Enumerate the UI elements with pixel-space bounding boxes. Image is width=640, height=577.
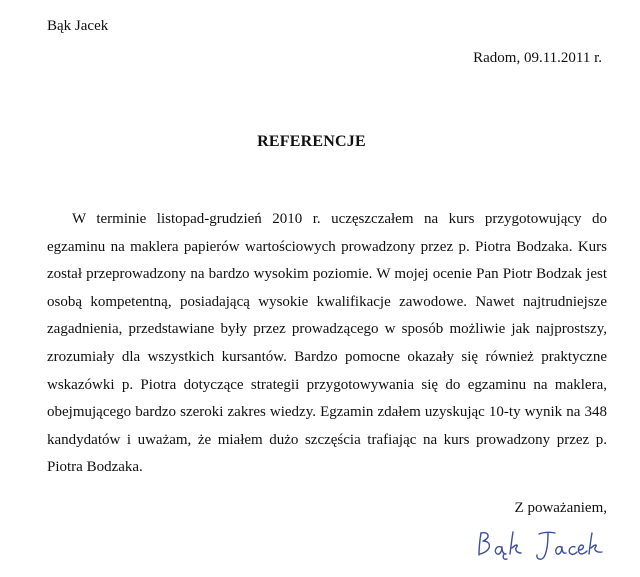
sender-name: Bąk Jacek	[47, 18, 109, 34]
signature-drawing	[471, 527, 611, 567]
handwritten-signature	[471, 527, 611, 567]
closing-salutation: Z poważaniem,	[514, 500, 607, 516]
letter-title: REFERENCJE	[257, 133, 366, 150]
place-and-date: Radom, 09.11.2011 r.	[473, 50, 602, 66]
letter-body: W terminie listopad-grudzień 2010 r. uczęszczałem na kurs przygotowujący do egzaminu na maklera papierów wartościowych prowadzony przez p. Piotra Bodzaka. Kurs został przeprowadzony na bardzo wysokim poziomie. W mojej ocenie Pan Piotr Bodzak jest osobą kompetentną, posiadającą wysokie kwalifikacje zawodowe. Nawet najtrudniejsze zagadnienia, przedstawiane były przez prowadzącego w sposób możliwie jak najprostszy, zrozumiały dla wszystkich kursantów. Bardzo pomocne okazały się również praktyczne wskazówki p. Piotra dotyczące strategii przygotowywania się do egzaminu na maklera, obejmującego bardzo szeroki zakres wiedzy. Egzamin zdałem uzyskując 10-ty wynik na 348 kandydatów i uważam, że miałem dużo szczęścia trafiając na kurs prowadzony przez p. Piotra Bodzaka.	[47, 211, 607, 476]
